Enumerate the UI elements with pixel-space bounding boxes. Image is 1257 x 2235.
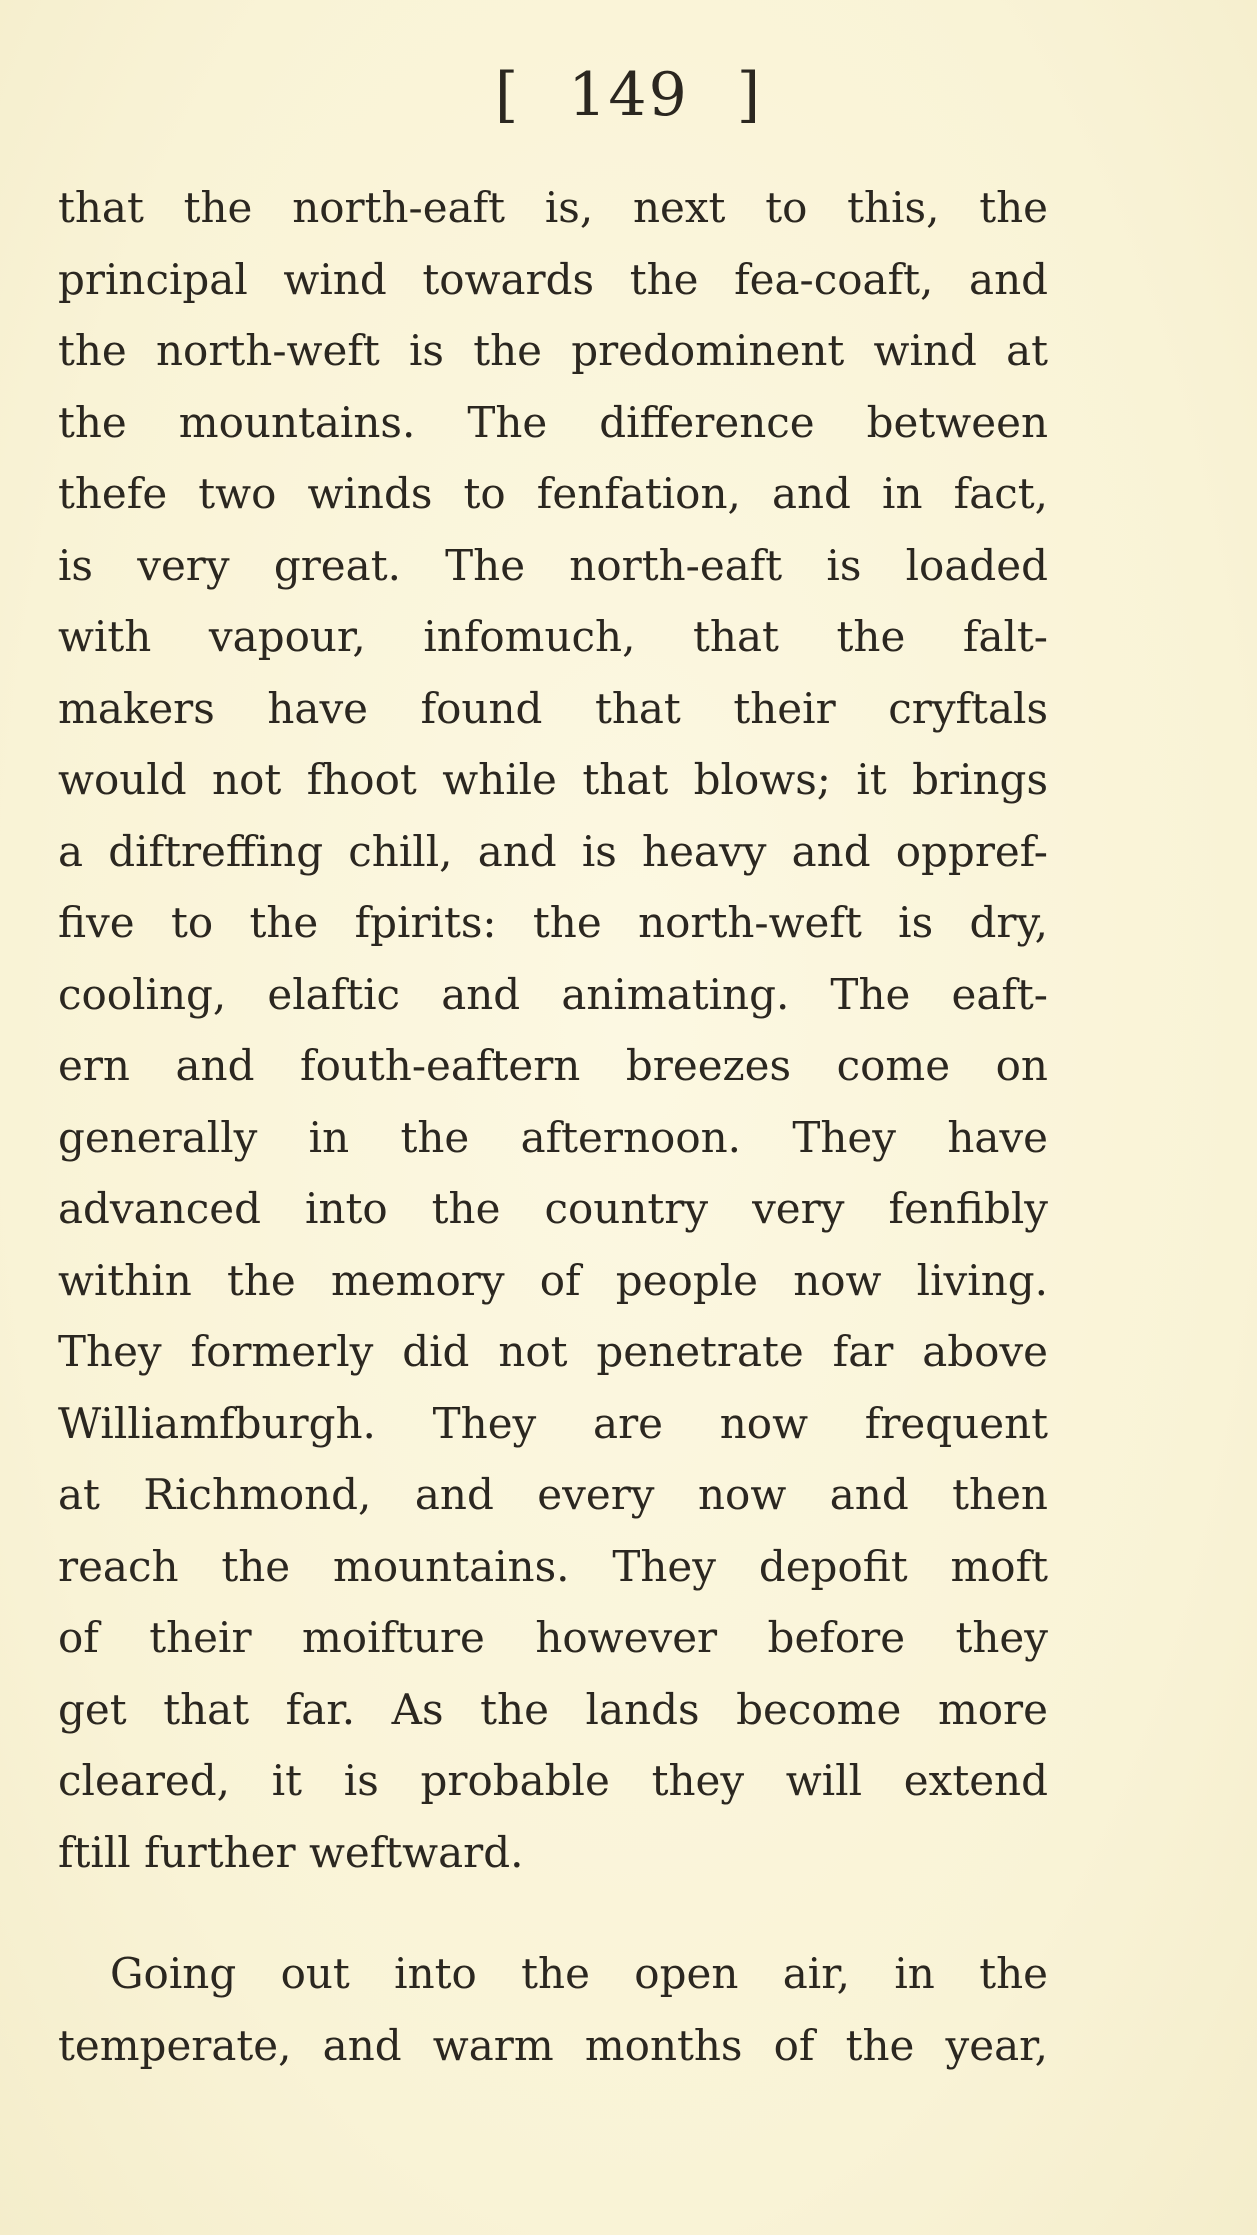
text-line: They formerly did not penetrate far above: [58, 1327, 1048, 1376]
text-line: ftill further weftward.: [58, 1827, 524, 1877]
text-line: generally in the afternoon. They have: [58, 1112, 1048, 1162]
text-line: temperate, and warm months of the year,: [58, 2020, 1048, 2070]
open-bracket: [: [494, 60, 521, 130]
text-line: would not fhoot while that blows; it brings: [58, 755, 1048, 804]
paragraph-gap: [58, 1888, 1048, 1938]
text-line: is very great. The north-eaft is loaded: [58, 540, 1048, 590]
page-number: 149: [568, 60, 689, 130]
text-line: at Richmond, and every now and then: [58, 1470, 1048, 1519]
text-line: the mountains. The difference between: [58, 397, 1048, 447]
text-line: of their moifture however before they: [58, 1613, 1048, 1662]
text-line: ern and fouth-eaftern breezes come on: [58, 1041, 1048, 1090]
text-line: Williamfburgh. They are now frequent: [58, 1398, 1048, 1448]
page-body: [58, 172, 1048, 2081]
paragraph-1: [58, 172, 1048, 1888]
text-line: makers have found that their cryftals: [58, 683, 1048, 733]
text-line: within the memory of people now living.: [58, 1255, 1048, 1305]
paragraph-2: [58, 1938, 1048, 2081]
text-line: thefe two winds to fenfation, and in fact,: [58, 469, 1048, 518]
text-line: with vapour, infomuch, that the falt-: [58, 612, 1048, 661]
text-line: a diftreffing chill, and is heavy and oppref-: [58, 826, 1048, 876]
text-line: that the north-eaft is, next to this, the: [58, 183, 1048, 232]
page-header: [0, 60, 1257, 130]
text-line: cooling, elaftic and animating. The eaft-: [58, 969, 1048, 1019]
text-line: five to the fpirits: the north-weft is dry,: [58, 898, 1048, 947]
text-line: Going out into the open air, in the: [110, 1949, 1048, 1998]
text-line: reach the mountains. They depofit moft: [58, 1541, 1048, 1591]
text-line: the north-weft is the predominent wind at: [58, 326, 1048, 375]
text-line: get that far. As the lands become more: [58, 1684, 1048, 1734]
close-bracket: ]: [736, 60, 763, 130]
text-line: cleared, it is probable they will extend: [58, 1756, 1048, 1805]
text-line: principal wind towards the fea-coaft, and: [58, 254, 1048, 304]
text-line: advanced into the country very fenfibly: [58, 1184, 1048, 1233]
